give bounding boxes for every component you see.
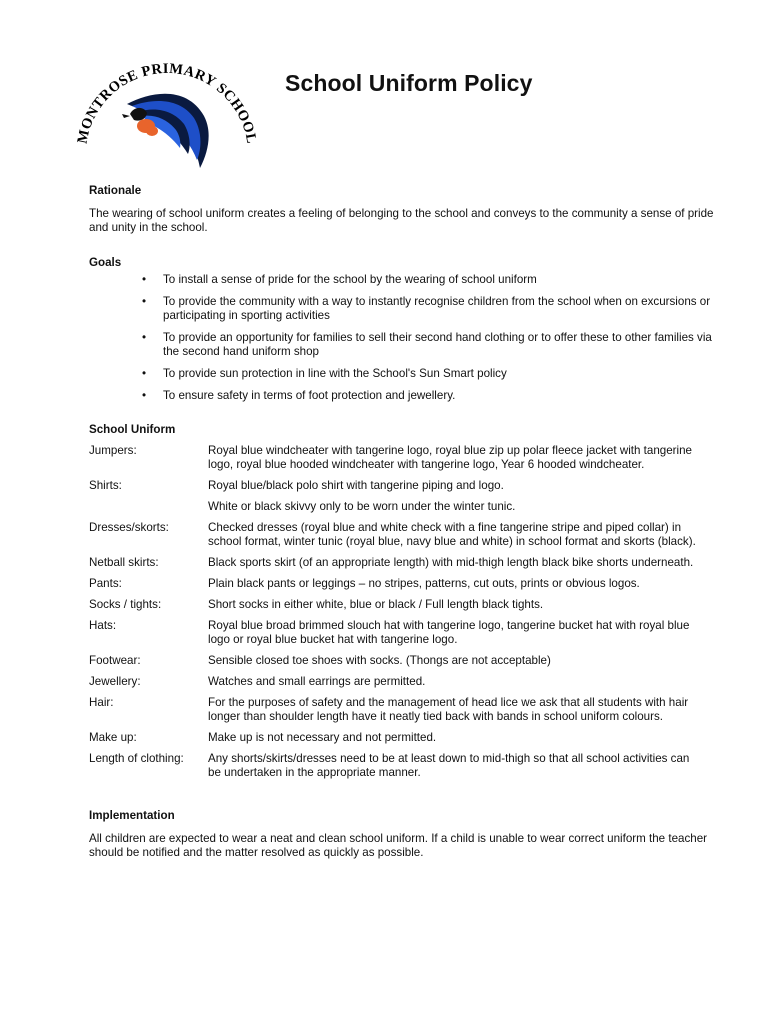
uniform-row <box>89 500 699 521</box>
uniform-description: Plain black pants or leggings – no stripes, patterns, cut outs, prints or obvious logos. <box>208 577 640 590</box>
uniform-category: Hats: <box>89 619 117 632</box>
uniform-description: Royal blue broad brimmed slouch hat with tangerine logo, tangerine bucket hat with royal blue logo or royal blue bucket hat with tangerine logo. <box>208 619 690 646</box>
uniform-category: Make up: <box>89 731 137 744</box>
uniform-row <box>89 444 699 479</box>
goals-section <box>89 256 719 403</box>
uniform-description: Any shorts/skirts/dresses need to be at least down to mid-thigh so that all school activities can be undertaken in the appropriate manner. <box>208 752 690 779</box>
logo-arc-text: MONTROSE PRIMARY SCHOOL <box>74 60 260 146</box>
uniform-category: Hair: <box>89 696 114 709</box>
uniform-description: Short socks in either white, blue or black / Full length black tights. <box>208 598 544 611</box>
uniform-category: Jumpers: <box>89 444 137 457</box>
policy-content <box>89 184 719 860</box>
uniform-row <box>89 696 699 731</box>
bird-emblem <box>122 94 209 168</box>
uniform-description: Black sports skirt (of an appropriate length) with mid-thigh length black bike shorts underneath. <box>208 556 694 569</box>
uniform-row <box>89 619 699 654</box>
uniform-description: Sensible closed toe shoes with socks. (Thongs are not acceptable) <box>208 654 551 667</box>
goals-list <box>89 273 719 403</box>
goal-item: • To provide sun protection in line with the School's Sun Smart policy <box>89 367 719 381</box>
uniform-category: Jewellery: <box>89 675 141 688</box>
uniform-category <box>89 500 208 521</box>
implementation-section <box>89 809 719 860</box>
goals-heading: Goals <box>89 256 122 269</box>
goal-item: • To provide the community with a way to instantly recognise children from the school when on excursions or participating in sporting activities <box>89 295 719 323</box>
uniform-row <box>89 577 699 598</box>
uniform-category: Dresses/skorts: <box>89 521 169 534</box>
uniform-row <box>89 731 699 752</box>
uniform-row <box>89 556 699 577</box>
goal-item: • To install a sense of pride for the school by the wearing of school uniform <box>89 273 719 287</box>
uniform-category: Netball skirts: <box>89 556 159 569</box>
uniform-category: Length of clothing: <box>89 752 184 765</box>
uniform-row <box>89 675 699 696</box>
uniform-category: Pants: <box>89 577 122 590</box>
rationale-heading: Rationale <box>89 184 142 197</box>
uniform-row <box>89 654 699 675</box>
rationale-text: The wearing of school uniform creates a feeling of belonging to the school and conveys to the community a sense of pride and unity in the school. <box>89 207 714 234</box>
uniform-description: Make up is not necessary and not permitted. <box>208 731 437 744</box>
school-logo <box>72 56 262 181</box>
uniform-table <box>89 444 699 787</box>
page-title: School Uniform Policy <box>285 70 533 96</box>
implementation-heading: Implementation <box>89 809 175 822</box>
uniform-category: Shirts: <box>89 479 122 492</box>
uniform-section <box>89 423 719 787</box>
uniform-description: Watches and small earrings are permitted. <box>208 675 426 688</box>
uniform-row <box>89 598 699 619</box>
uniform-description: White or black skivvy only to be worn under the winter tunic. <box>208 500 516 513</box>
uniform-description: For the purposes of safety and the management of head lice we ask that all students with hair longer than shoulder length have it neatly tied back with bands in school uniform colours. <box>208 696 689 723</box>
uniform-category: Socks / tights: <box>89 598 162 611</box>
rationale-section <box>89 184 719 235</box>
uniform-row <box>89 521 699 556</box>
goal-item: • To provide an opportunity for families to sell their second hand clothing or to offer these to other families via the second hand uniform shop <box>89 331 719 359</box>
implementation-text: All children are expected to wear a neat and clean school uniform. If a child is unable to wear correct uniform the teacher should be notified and the matter resolved as quickly as possible. <box>89 832 708 859</box>
uniform-description: Royal blue/black polo shirt with tangerine piping and logo. <box>208 479 504 492</box>
uniform-row <box>89 479 699 500</box>
goal-item: • To ensure safety in terms of foot protection and jewellery. <box>89 389 719 403</box>
uniform-description: Checked dresses (royal blue and white check with a fine tangerine stripe and piped collar) in school format, winter tunic (royal blue, navy blue and white) in school format and skorts (black). <box>208 521 696 548</box>
uniform-row <box>89 752 699 787</box>
uniform-category: Footwear: <box>89 654 141 667</box>
uniform-description: Royal blue windcheater with tangerine logo, royal blue zip up polar fleece jacket with tangerine logo, royal blue hooded windcheater with tangerine logo, Year 6 hooded windcheater. <box>208 444 693 471</box>
uniform-heading: School Uniform <box>89 423 176 436</box>
